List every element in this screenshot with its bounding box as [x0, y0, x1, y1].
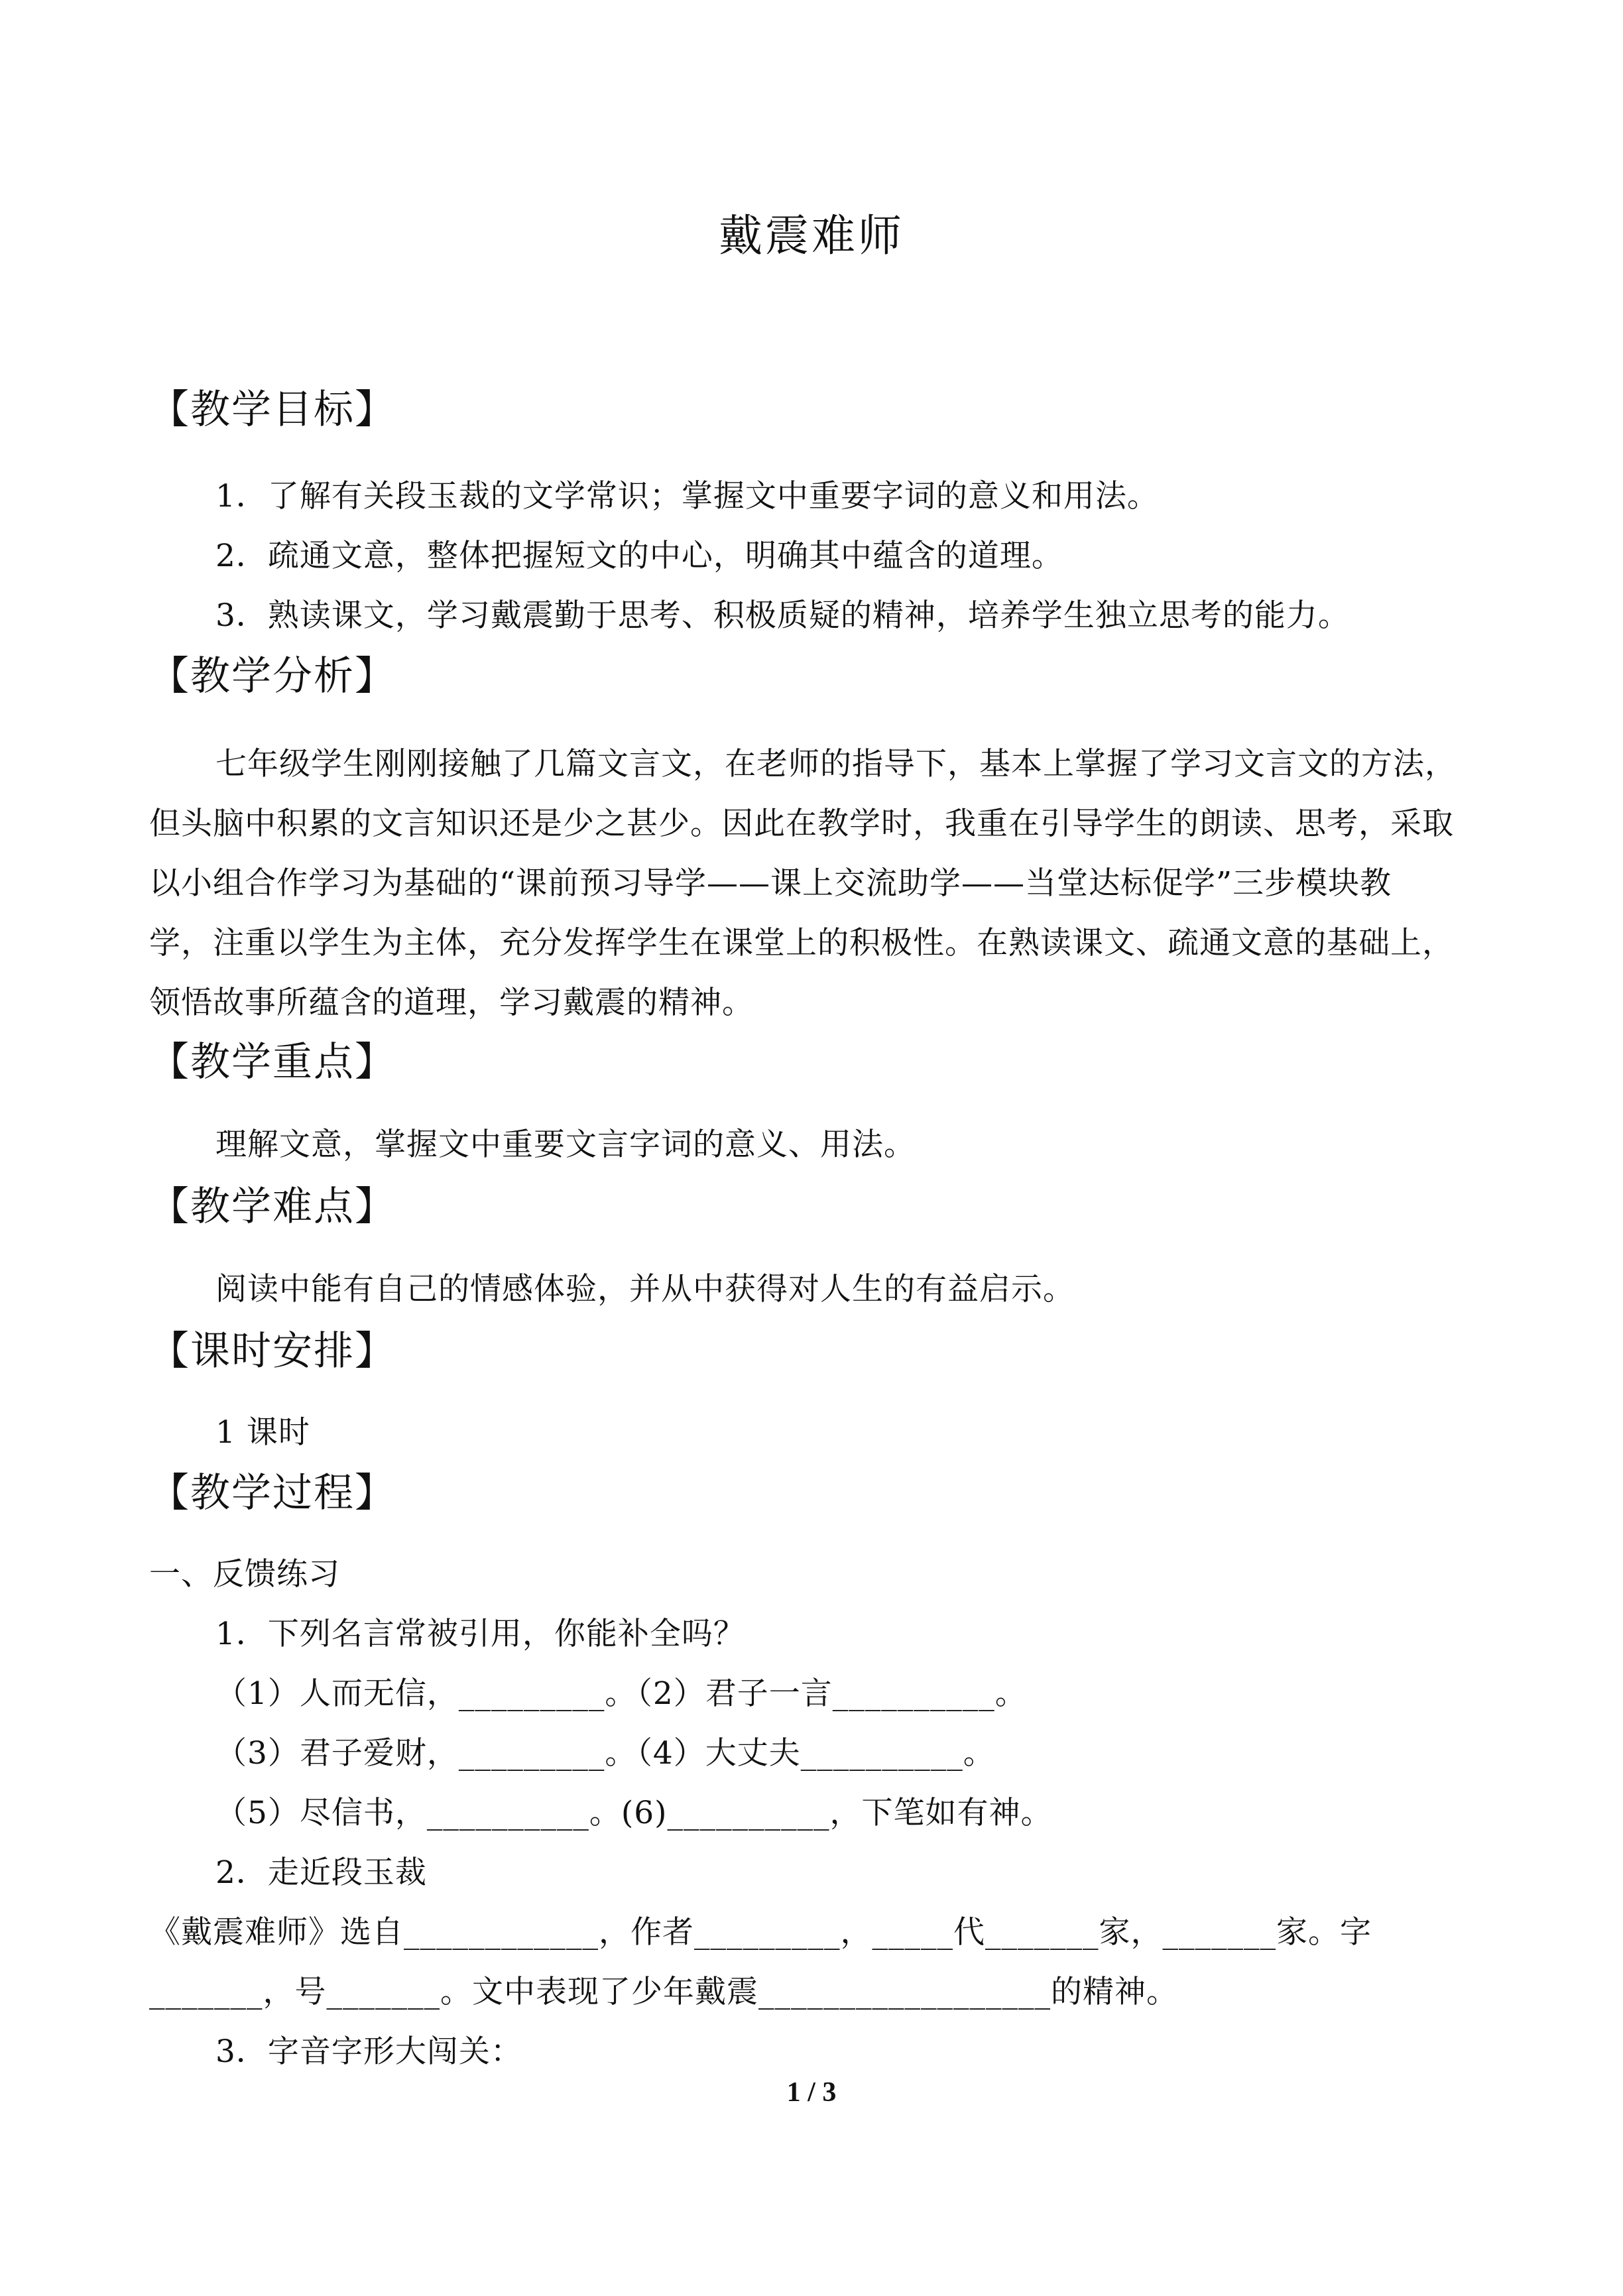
question-2: 2．走近段玉裁: [215, 1854, 427, 1891]
fill-blank-line: （1）人而无信，_________。（2）君子一言__________。: [215, 1675, 1027, 1712]
document-title: 戴震难师: [719, 210, 904, 261]
process-part-title: 一、反馈练习: [149, 1556, 340, 1593]
heading-key-points: 【教学重点】: [149, 1039, 396, 1085]
analysis-line: 学，注重以学生为主体，充分发挥学生在课堂上的积极性。在熟读课文、疏通文意的基础上，: [149, 925, 1454, 961]
heading-teaching-process: 【教学过程】: [149, 1470, 396, 1516]
heading-teaching-analysis: 【教学分析】: [149, 653, 396, 699]
heading-difficulties: 【教学难点】: [149, 1183, 396, 1230]
fill-blank-line: _______，号_______。文中表现了少年戴震__________________的精神。: [149, 1974, 1178, 2010]
schedule-text: 1 课时: [215, 1414, 310, 1451]
heading-schedule: 【课时安排】: [149, 1328, 396, 1374]
analysis-line: 但头脑中积累的文言知识还是少之甚少。因此在教学时，我重在引导学生的朗读、思考，采取: [149, 806, 1454, 842]
goal-item: 3．熟读课文，学习戴震勤于思考、积极质疑的精神，培养学生独立思考的能力。: [215, 597, 1350, 634]
goal-item: 1．了解有关段玉裁的文学常识；掌握文中重要字词的意义和用法。: [215, 478, 1159, 514]
key-points-text: 理解文意，掌握文中重要文言字词的意义、用法。: [215, 1126, 916, 1163]
analysis-line: 以小组合作学习为基础的“课前预习导学——课上交流助学——当堂达标促学”三步模块教: [149, 865, 1392, 902]
fill-blank-line: （5）尽信书，__________。(6)__________，下笔如有神。: [215, 1795, 1053, 1831]
question-1: 1．下列名言常被引用，你能补全吗？: [215, 1616, 745, 1652]
difficulties-text: 阅读中能有自己的情感体验，并从中获得对人生的有益启示。: [215, 1271, 1075, 1307]
goal-item: 2．疏通文意，整体把握短文的中心，明确其中蕴含的道理。: [215, 538, 1063, 574]
heading-teaching-goals: 【教学目标】: [149, 387, 396, 433]
analysis-line: 领悟故事所蕴含的道理，学习戴震的精神。: [149, 985, 754, 1021]
page-indicator: 1 / 3: [786, 2077, 837, 2108]
fill-blank-line: 《戴震难师》选自____________，作者_________，_____代_______家，_______家。字: [149, 1914, 1372, 1951]
question-3: 3．字音字形大闯关：: [215, 2033, 522, 2070]
fill-blank-line: （3）君子爱财，_________。（4）大丈夫__________。: [215, 1735, 995, 1772]
analysis-line: 七年级学生刚刚接触了几篇文言文，在老师的指导下，基本上掌握了学习文言文的方法，: [215, 746, 1457, 782]
